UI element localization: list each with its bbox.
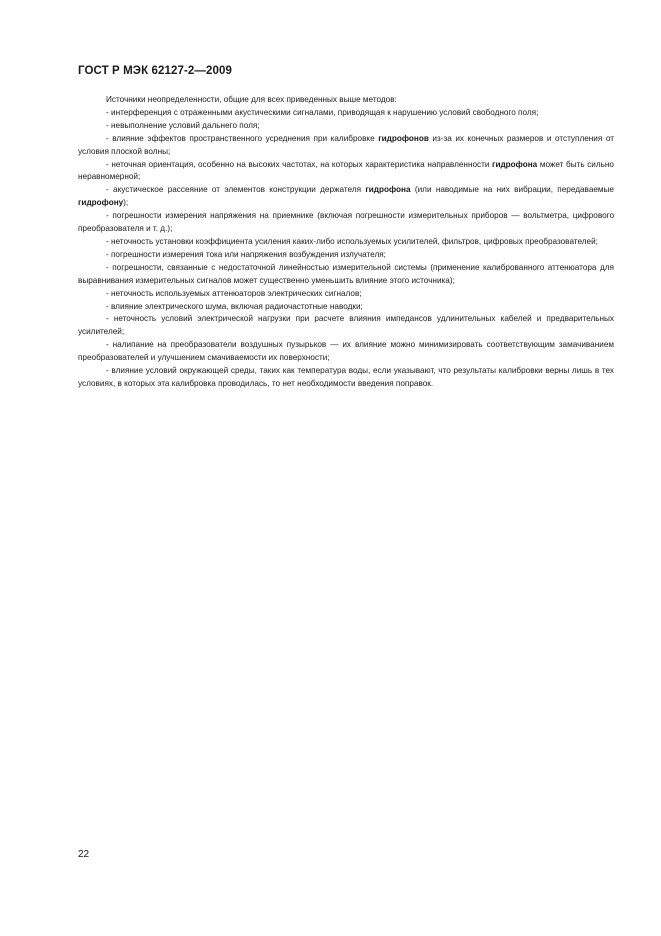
list-item-text: - влияние электрического шума, включая радиочастотные наводки; — [106, 301, 363, 311]
list-item — [78, 288, 614, 301]
list-item — [78, 249, 614, 262]
list-item-text: ); — [123, 198, 129, 208]
uncertainty-list — [78, 107, 614, 391]
document-body — [78, 94, 614, 391]
list-item — [78, 120, 614, 133]
document-header: ГОСТ Р МЭК 62127-2—2009 — [78, 65, 232, 77]
list-item — [78, 339, 614, 365]
list-item — [78, 210, 614, 236]
list-item-text: - неточность установки коэффициента усиления каких-либо используемых усилителей, фильтров, цифровых преобразователей; — [106, 236, 598, 246]
emphasized-term: гидрофонов — [378, 133, 429, 143]
list-item-text: - неточная ориентация, особенно на высоких частотах, на которых характеристика направленности — [106, 159, 493, 169]
list-item — [78, 184, 614, 210]
list-item-text: из-за их конечных размеров и отступления от условия плоской волны; — [78, 133, 614, 156]
list-item — [78, 236, 614, 249]
list-item — [78, 365, 614, 391]
list-item — [78, 262, 614, 288]
list-item — [78, 107, 614, 120]
page-number: 22 — [78, 849, 90, 860]
list-item-text: может быть сильно неравномерной; — [78, 159, 614, 182]
list-item-text: - влияние условий окружающей среды, таких как температура воды, если указывают, что результаты калибровки верны лишь в тех условиях, в которых эта калибровка проводилась, то нет необходимости введения поправок. — [78, 366, 614, 388]
list-item-text: - невыполнение условий дальнего поля; — [106, 120, 260, 130]
emphasized-term: гидрофона — [365, 185, 411, 195]
list-item-text: - акустическое рассеяние от элементов конструкции держателя — [106, 185, 366, 195]
list-item-text: - налипание на преобразователи воздушных пузырьков — их влияние можно минимизировать соответствующим замачиванием преобразователей и улучшением смачиваемости их поверхности; — [78, 340, 614, 363]
list-item-text: - погрешности измерения напряжения на приемнике (включая погрешности измерительных приборов — вольтметра, цифрового преобразователя и т. д.); — [78, 211, 614, 234]
list-item-text: - интерференция с отраженными акустическими сигналами, приводящая к нарушению условий свободного поля; — [106, 107, 539, 117]
emphasized-term: гидрофона — [492, 159, 538, 169]
list-item-text: - погрешности, связанные с недостаточной линейностью измерительной системы (применение калиброванного аттенюатора для выравнивания измерительных сигналов может существенно уменьшить влияние этого источника); — [78, 262, 614, 285]
intro-paragraph: Источники неопределенности, общие для всех приведенных выше методов: — [106, 95, 397, 104]
list-item — [78, 301, 614, 314]
list-item-text: - неточность условий электрической нагрузки при расчете влияния импедансов удлинительных кабелей и предварительных усилителей; — [78, 314, 614, 337]
list-item-text: - влияние эффектов пространственного усреднения при калибровке — [106, 133, 379, 143]
list-item — [78, 133, 614, 159]
list-item — [78, 159, 614, 185]
emphasized-term: гидрофону — [78, 198, 124, 208]
list-item-text: - погрешности измерения тока или напряжения возбуждения излучателя; — [106, 249, 386, 259]
list-item — [78, 313, 614, 339]
list-item-text: - неточность используемых аттенюаторов электрических сигналов; — [106, 288, 362, 298]
list-item-text: (или наводимые на них вибрации, передаваемые — [410, 185, 614, 195]
